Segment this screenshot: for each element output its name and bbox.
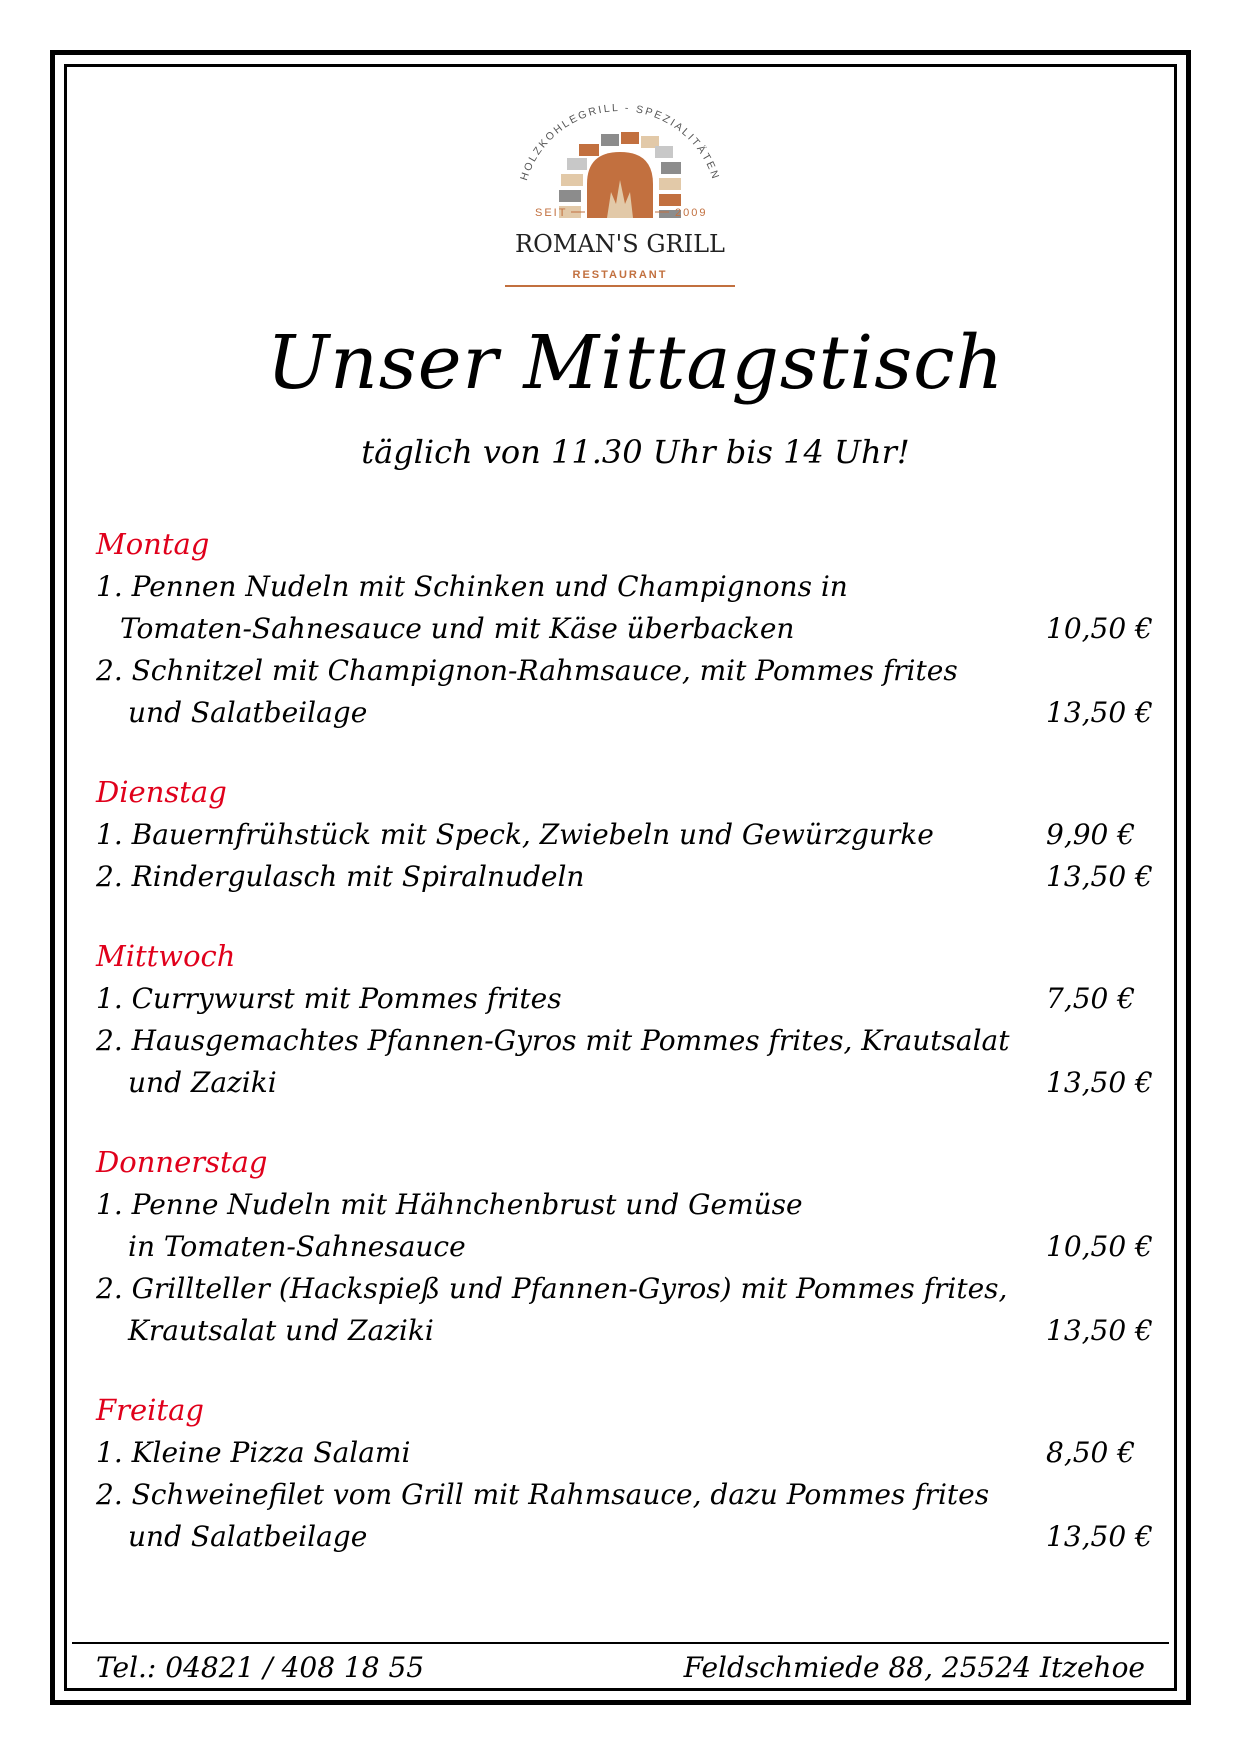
dish-price: 7,50 € <box>1046 982 1136 1015</box>
day-heading: Mittwoch <box>96 939 236 973</box>
dish-text: 2. Schweinefilet vom Grill mit Rahmsauce, dazu Pommes frites <box>96 1478 990 1511</box>
dish-text: und Salatbeilage <box>128 1520 368 1553</box>
dish-text: 1. Currywurst mit Pommes frites <box>96 982 562 1015</box>
logo-since-label: SEIT <box>535 207 568 219</box>
footer-phone: Tel.: 04821 / 408 18 55 <box>96 1651 425 1684</box>
dish-price: 13,50 € <box>1046 860 1153 893</box>
logo-tagline: RESTAURANT <box>572 269 668 281</box>
menu-item <box>96 1020 1156 1104</box>
dish-text: in Tomaten-Sahnesauce <box>128 1230 466 1263</box>
menu-item <box>96 814 1156 856</box>
dish-text: 1. Pennen Nudeln mit Schinken und Champignons in <box>96 570 848 603</box>
dish-text: 1. Penne Nudeln mit Hähnchenbrust und Gemüse <box>96 1188 803 1221</box>
lunch-menu <box>96 524 1156 1596</box>
page-title: Unser Mittagstisch <box>266 320 1005 406</box>
menu-item <box>96 978 1156 1020</box>
dish-price: 10,50 € <box>1046 612 1153 645</box>
dish-price: 9,90 € <box>1046 818 1136 851</box>
logo-year: 2009 <box>675 207 708 219</box>
dish-price: 8,50 € <box>1046 1436 1136 1469</box>
restaurant-logo <box>495 88 745 298</box>
dish-price: 13,50 € <box>1046 1066 1153 1099</box>
dish-text: Tomaten-Sahnesauce und mit Käse überbacken <box>120 612 795 645</box>
oven-icon <box>559 132 681 218</box>
dish-text: 2. Hausgemachtes Pfannen-Gyros mit Pommes frites, Krautsalat <box>96 1024 1010 1057</box>
dish-price: 10,50 € <box>1046 1230 1153 1263</box>
menu-item <box>96 650 1156 734</box>
day-section-donnerstag <box>96 1142 1156 1352</box>
dish-text: und Zaziki <box>128 1066 277 1099</box>
menu-item <box>96 1184 1156 1268</box>
day-section-montag <box>96 524 1156 734</box>
menu-item <box>96 1268 1156 1352</box>
menu-item <box>96 1432 1156 1474</box>
dish-text: 2. Grillteller (Hackspieß und Pfannen-Gyros) mit Pommes frites, <box>96 1272 1008 1305</box>
logo-brand: ROMAN'S GRILL <box>515 230 725 258</box>
dish-price: 13,50 € <box>1046 1314 1153 1347</box>
day-section-freitag <box>96 1390 1156 1558</box>
day-heading: Freitag <box>96 1393 204 1427</box>
day-heading: Dienstag <box>96 775 227 809</box>
menu-item <box>96 1474 1156 1558</box>
day-heading: Donnerstag <box>96 1145 268 1179</box>
dish-text: 1. Kleine Pizza Salami <box>96 1436 411 1469</box>
dish-text: und Salatbeilage <box>128 696 368 729</box>
dish-price: 13,50 € <box>1046 1520 1153 1553</box>
dish-text: 1. Bauernfrühstück mit Speck, Zwiebeln und Gewürzgurke <box>96 818 934 851</box>
footer-address: Feldschmiede 88, 25524 Itzehoe <box>683 1651 1145 1684</box>
dish-text: 2. Rindergulasch mit Spiralnudeln <box>96 860 585 893</box>
menu-item <box>96 856 1156 898</box>
opening-hours: täglich von 11.30 Uhr bis 14 Uhr! <box>361 433 910 471</box>
day-section-dienstag <box>96 772 1156 898</box>
dish-text: 2. Schnitzel mit Champignon-Rahmsauce, mit Pommes frites <box>96 654 958 687</box>
day-heading: Montag <box>96 527 210 561</box>
dish-text: Krautsalat und Zaziki <box>128 1314 434 1347</box>
footer-divider <box>72 1642 1169 1644</box>
logo-arc-text: HOLZKOHLEGRILL - SPEZIALITÄTEN <box>518 101 722 183</box>
dish-price: 13,50 € <box>1046 696 1153 729</box>
menu-item <box>96 566 1156 650</box>
day-section-mittwoch <box>96 936 1156 1104</box>
